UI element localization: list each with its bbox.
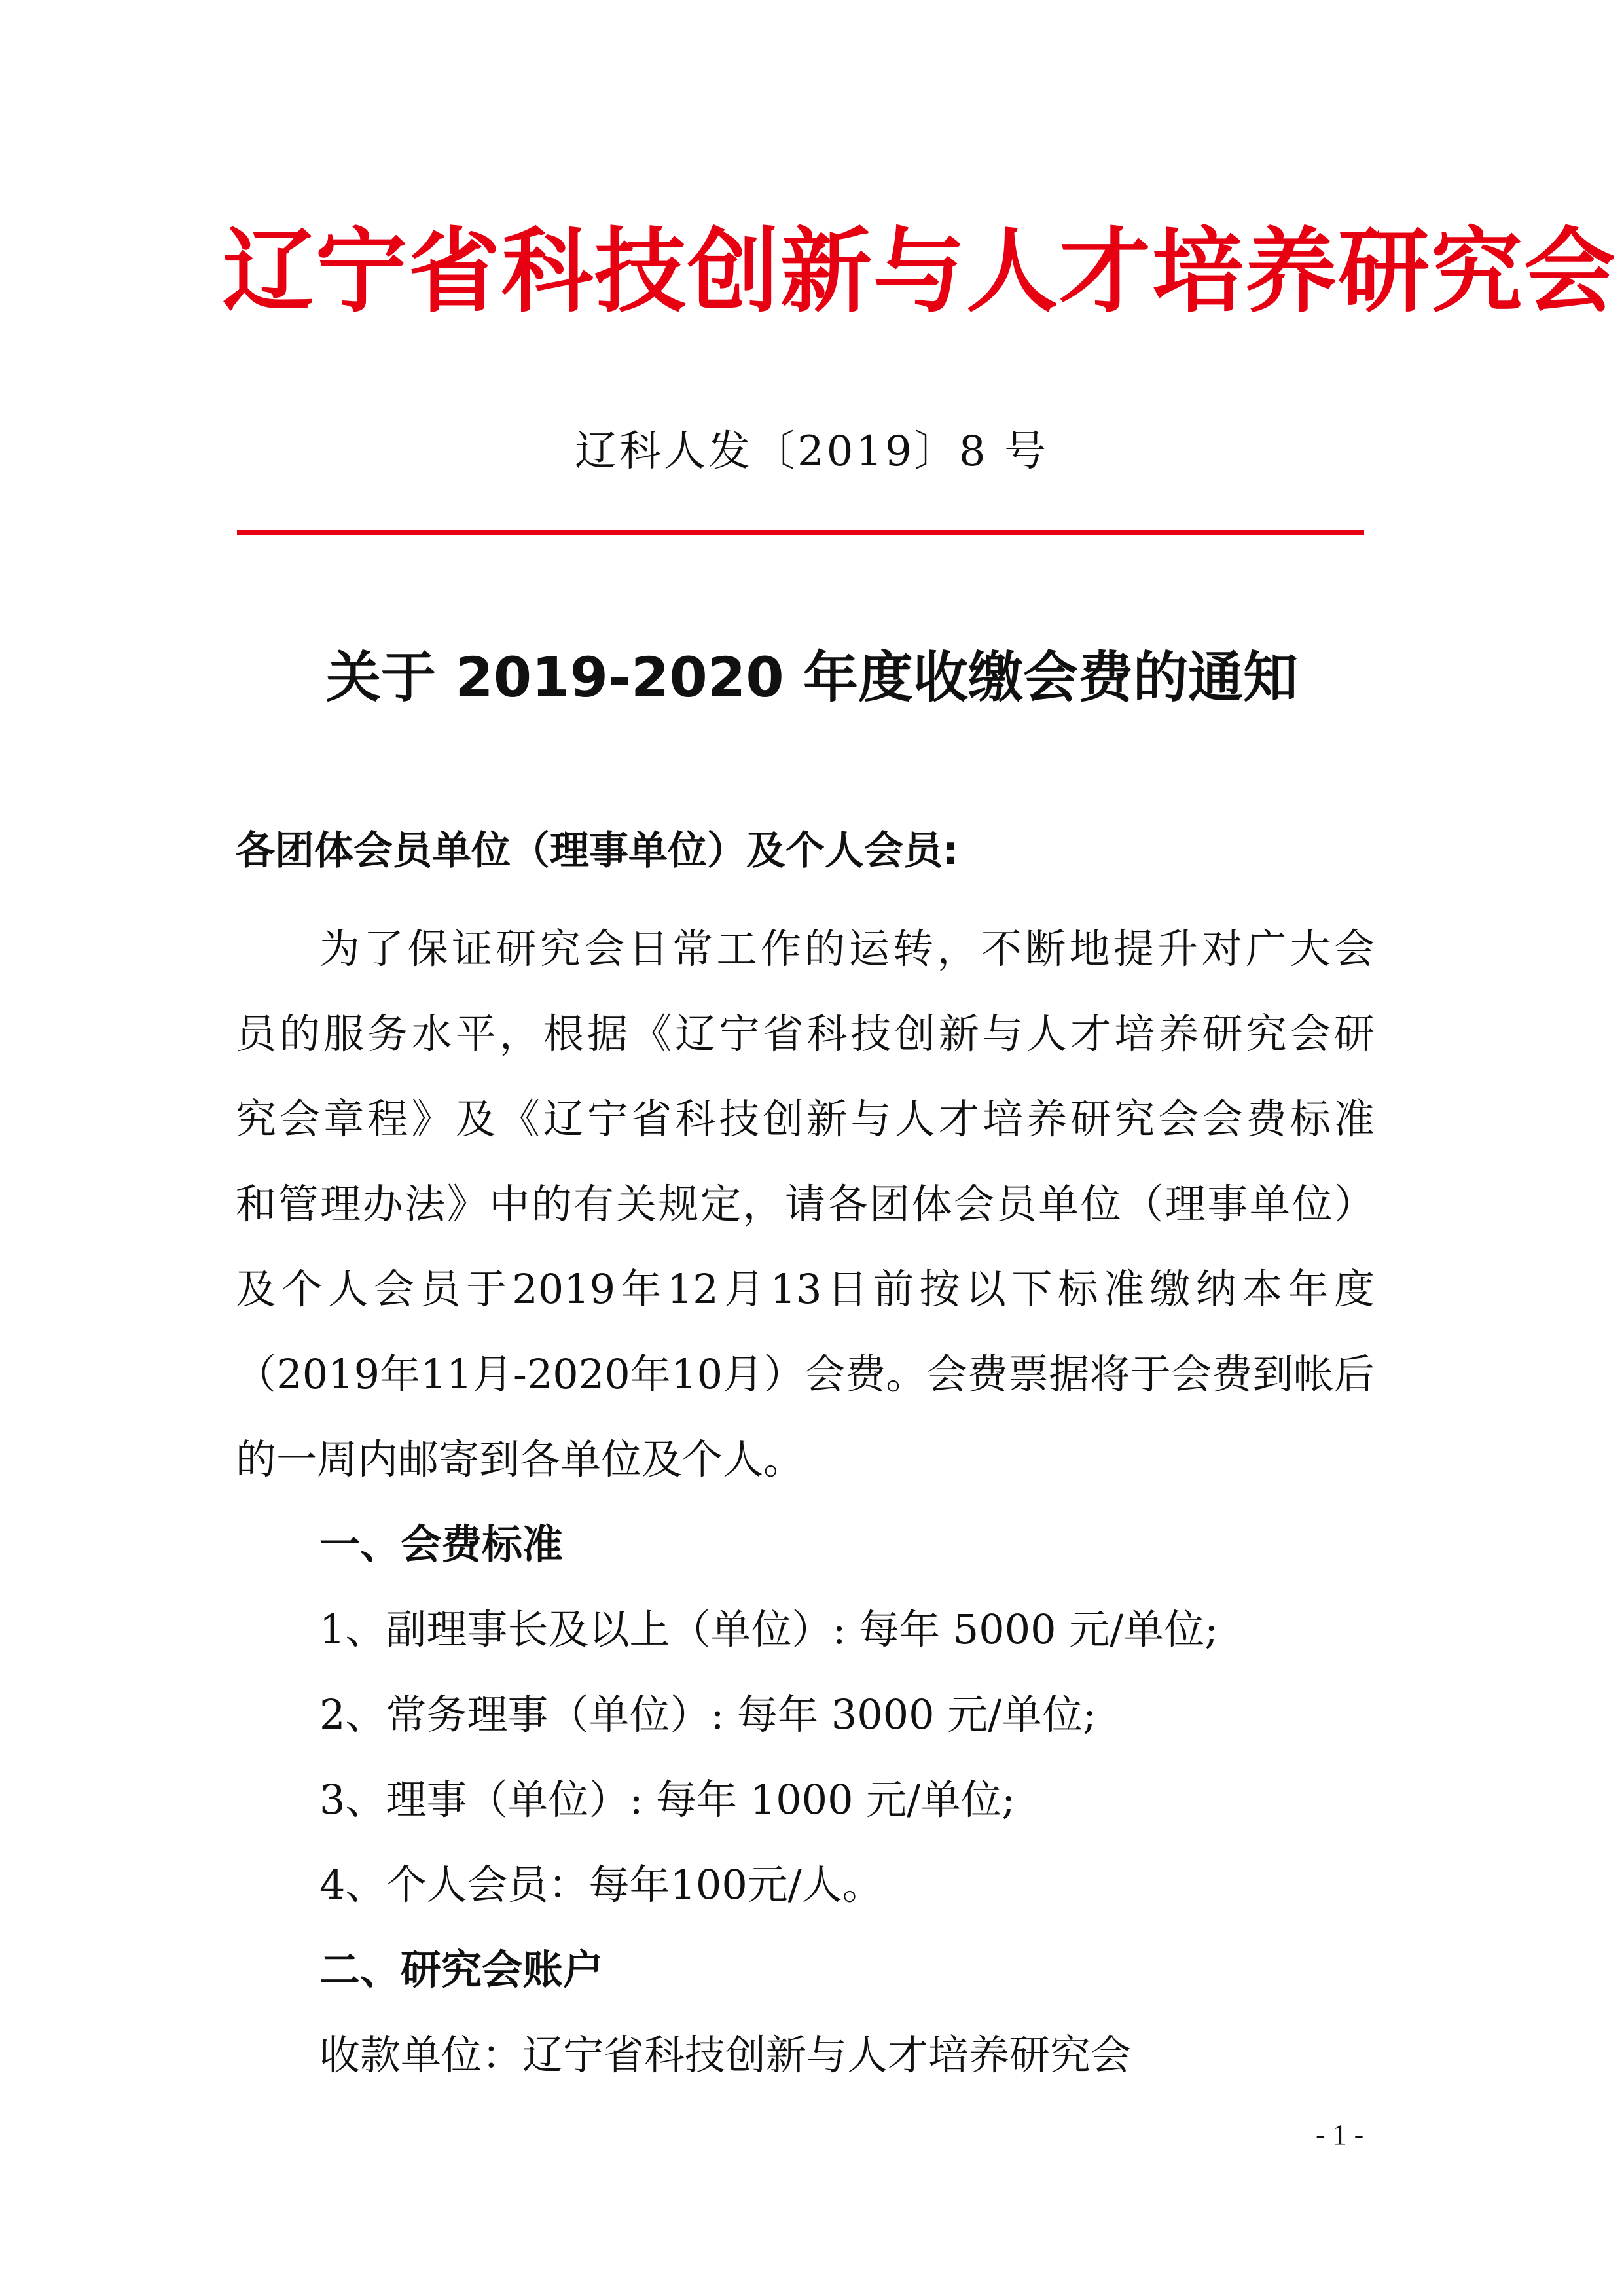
section-heading-fee: 一、会费标准 <box>319 1520 564 1568</box>
payee-line: 收款单位：辽宁省科技创新与人才培养研究会 <box>319 2031 1132 2079</box>
document-number: 辽科人发〔2019〕8 号 <box>575 427 1049 476</box>
paragraph-line: （2019年11月-2020年10月）会费。会费票据将于会费到帐后 <box>236 1350 1375 1398</box>
paragraph-line: 的一周内邮寄到各单位及个人。 <box>236 1435 804 1483</box>
paragraph-line: 究会章程》及《辽宁省科技创新与人才培养研究会会费标准 <box>236 1095 1375 1143</box>
salutation: 各团体会员单位（理事单位）及个人会员: <box>236 828 958 874</box>
paragraph-line: 和管理办法》中的有关规定，请各团体会员单位（理事单位） <box>236 1180 1375 1228</box>
fee-item: 1、副理事长及以上（单位）: 每年 5000 元/单位; <box>319 1605 1219 1653</box>
fee-item: 4、个人会员：每年100元/人。 <box>319 1861 883 1909</box>
page-number: - 1 - <box>1316 2119 1364 2151</box>
letterhead-red-rule <box>237 530 1364 535</box>
notice-title: 关于 2019-2020 年度收缴会费的通知 <box>326 645 1298 709</box>
paragraph-line: 员的服务水平，根据《辽宁省科技创新与人才培养研究会研 <box>236 1010 1375 1058</box>
section-heading-account: 二、研究会账户 <box>319 1946 604 1994</box>
paragraph-line: 及个人会员于2019年12月13日前按以下标准缴纳本年度 <box>236 1265 1375 1313</box>
paragraph-line: 为了保证研究会日常工作的运转，不断地提升对广大会 <box>319 925 1375 973</box>
letterhead-org-name: 辽宁省科技创新与人才培养研究会 <box>223 218 1617 325</box>
notice-body <box>236 906 1375 2098</box>
fee-item: 3、理事（单位）: 每年 1000 元/单位; <box>319 1776 1016 1823</box>
fee-item: 2、常务理事（单位）: 每年 3000 元/单位; <box>319 1691 1097 1738</box>
